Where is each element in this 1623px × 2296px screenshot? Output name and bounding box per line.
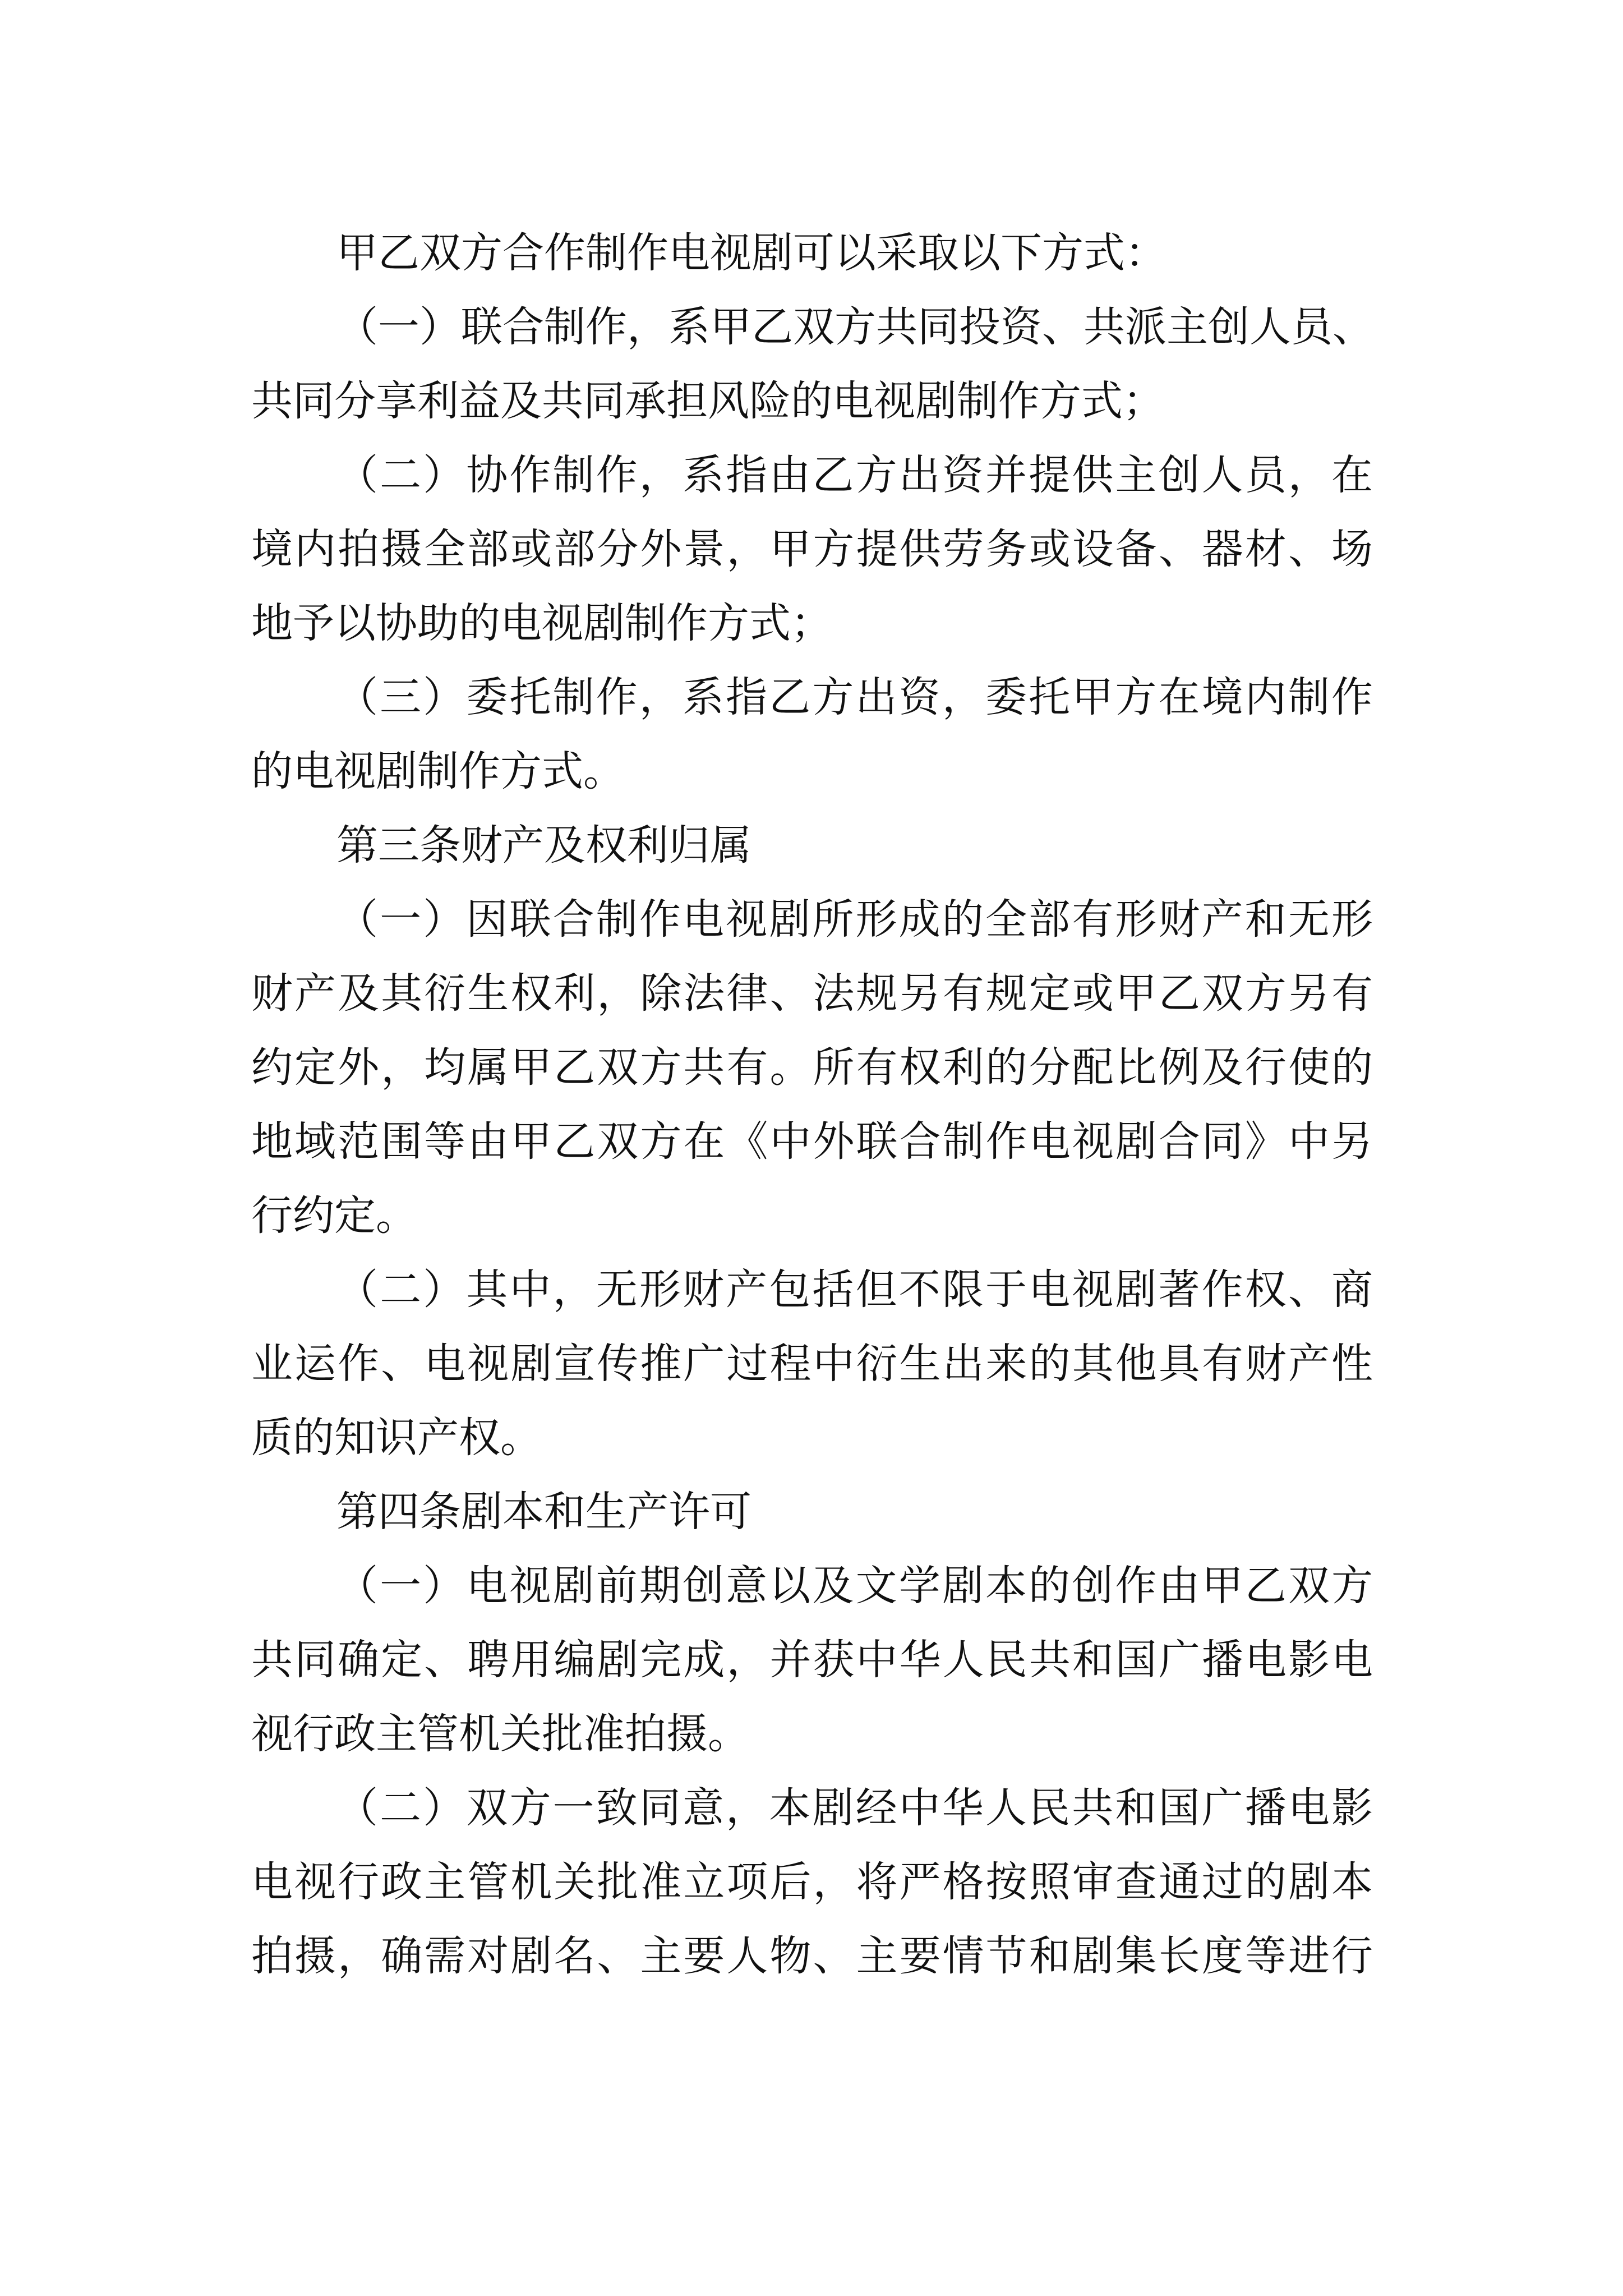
text-line: 行约定。 [251, 1191, 417, 1240]
text-line: 境内拍摄全部或部分外景，甲方提供劳务或设备、器材、场 [251, 525, 1373, 573]
text-line: 视行政主管机关批准拍摄。 [251, 1710, 749, 1758]
paragraph-commissioned-production [251, 660, 1373, 808]
text-line: 业运作、电视剧宣传推广过程中衍生出来的其他具有财产性 [251, 1340, 1373, 1388]
text-line: （一）因联合制作电视剧所形成的全部有形财产和无形 [336, 895, 1373, 944]
paragraph-joint-production [251, 290, 1373, 438]
paragraph-property-ownership [251, 882, 1373, 1253]
text-line: 电视行政主管机关批准立项后，将严格按照审查通过的剧本 [251, 1858, 1373, 1906]
document-body [251, 216, 1373, 1993]
paragraph-assisted-production [251, 438, 1373, 660]
text-line: （二）协作制作，系指由乙方出资并提供主创人员，在 [336, 451, 1373, 499]
paragraph-script-creation [251, 1549, 1373, 1771]
text-line: 甲乙双方合作制作电视剧可以采取以下方式： [336, 229, 1166, 277]
paragraph-intro [251, 216, 1373, 290]
text-line: 约定外，均属甲乙双方共有。所有权利的分配比例及行使的 [251, 1043, 1373, 1092]
text-line: 共同分享利益及共同承担风险的电视剧制作方式； [251, 377, 1164, 425]
text-line: （二）双方一致同意，本剧经中华人民共和国广播电影 [336, 1784, 1373, 1832]
article-heading-3 [251, 808, 1373, 882]
text-line: （三）委托制作，系指乙方出资，委托甲方在境内制作 [336, 673, 1373, 721]
text-line: 地予以协助的电视剧制作方式； [251, 599, 832, 647]
text-line: 财产及其衍生权利，除法律、法规另有规定或甲乙双方另有 [251, 969, 1373, 1018]
text-line: 共同确定、聘用编剧完成，并获中华人民共和国广播电影电 [251, 1636, 1373, 1684]
text-line: （一）电视剧前期创意以及文学剧本的创作由甲乙双方 [336, 1562, 1373, 1610]
text-line: 的电视剧制作方式。 [251, 747, 625, 795]
text-line: （一）联合制作，系甲乙双方共同投资、共派主创人员、 [336, 303, 1374, 351]
paragraph-intangible-property [251, 1253, 1373, 1475]
text-line: 拍摄，确需对剧名、主要人物、主要情节和剧集长度等进行 [251, 1932, 1373, 1980]
text-line: 第四条剧本和生产许可 [336, 1488, 751, 1536]
paragraph-approval-compliance [251, 1771, 1373, 1993]
article-heading-4 [251, 1475, 1373, 1549]
text-line: 地域范围等由甲乙双方在《中外联合制作电视剧合同》中另 [251, 1117, 1373, 1166]
text-line: 质的知识产权。 [251, 1414, 542, 1462]
text-line: （二）其中，无形财产包括但不限于电视剧著作权、商 [336, 1266, 1373, 1314]
text-line: 第三条财产及权利归属 [336, 821, 751, 869]
